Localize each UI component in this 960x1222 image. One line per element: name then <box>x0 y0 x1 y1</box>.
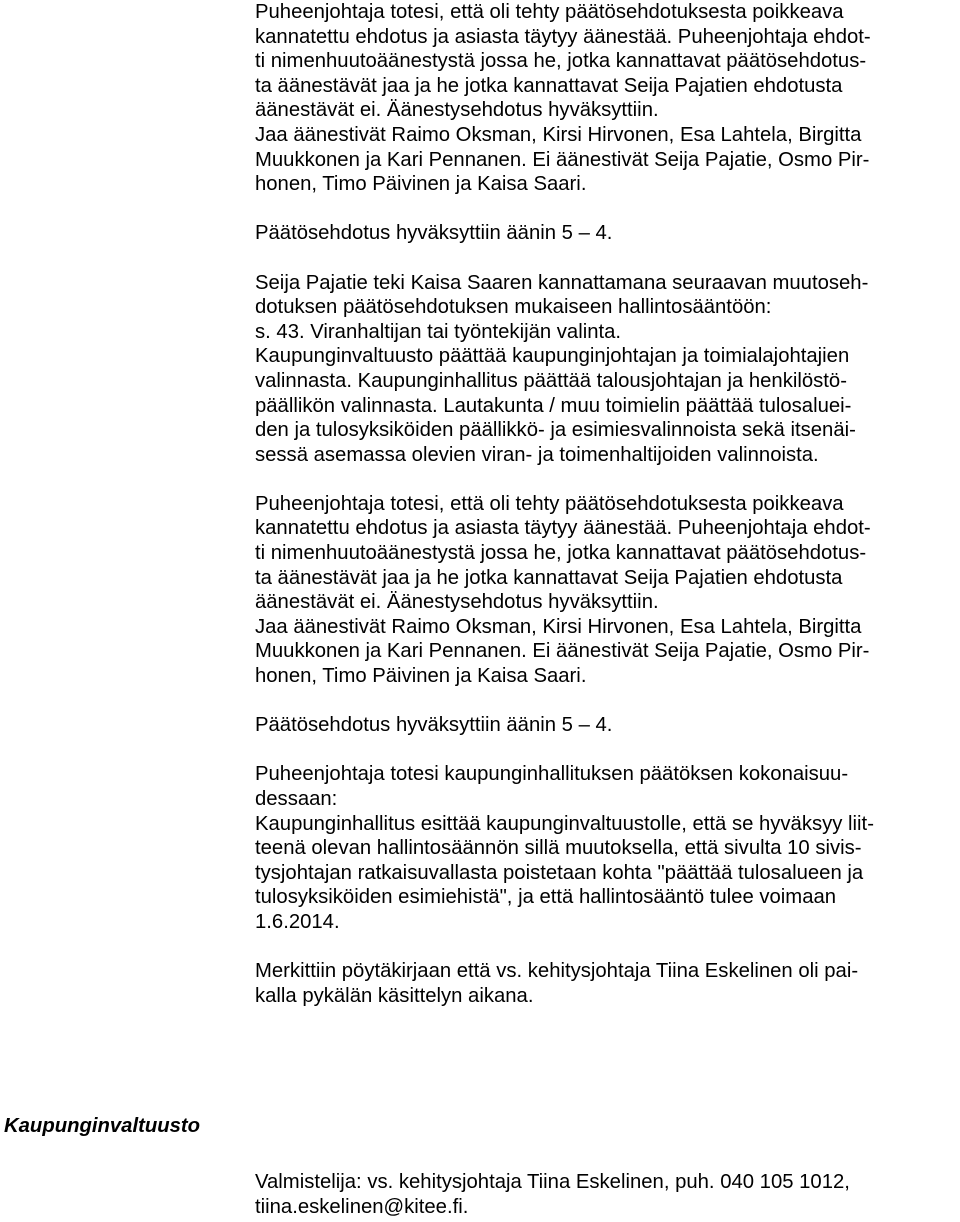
section-heading-kaupunginvaltuusto: Kaupunginvaltuusto <box>4 1115 201 1137</box>
text-line: ta äänestävät jaa ja he jotka kannattavat Seija Pajatien ehdotusta <box>255 74 843 97</box>
text-line: Seija Pajatie teki Kaisa Saaren kannattamana seuraavan muutoseh- <box>255 271 869 294</box>
preparer-contact <box>255 1170 850 1219</box>
text-line: Puheenjohtaja totesi kaupunginhallituksen päätöksen kokonaisuu- <box>255 763 849 786</box>
text-line: Kaupunginhallitus esittää kaupunginvaltuustolle, että se hyväksyy liit- <box>255 812 874 835</box>
paragraph-vote-result-2 <box>255 713 955 738</box>
text-line: s. 43. Viranhaltijan tai työntekijän valinta. <box>255 320 622 343</box>
text-line: 1.6.2014. <box>255 910 340 933</box>
text-line: ta äänestävät jaa ja he jotka kannattavat Seija Pajatien ehdotusta <box>255 566 843 589</box>
email-text: tiina.eskelinen@kitee.fi. <box>255 1195 469 1218</box>
text-line: Jaa äänestivät Raimo Oksman, Kirsi Hirvonen, Esa Lahtela, Birgitta <box>255 123 862 146</box>
text-line: Puheenjohtaja totesi, että oli tehty päätösehdotuksesta poikkeava <box>255 492 844 515</box>
text-line: den ja tulosyksiköiden päällikkö- ja esimiesvalinnoista sekä itsenäi- <box>255 419 856 442</box>
paragraph-gap <box>255 689 955 714</box>
text-line: tysjohtajan ratkaisuvallasta poistetaan kohta "päättää tulosalueen ja <box>255 861 864 884</box>
paragraph-vote-announcement-2 <box>255 492 955 689</box>
text-line: kannatettu ehdotus ja asiasta täytyy äänestää. Puheenjohtaja ehdot- <box>255 517 871 540</box>
text-line: Kaupunginvaltuusto päättää kaupunginjohtajan ja toimialajohtajien <box>255 345 850 368</box>
paragraph-gap <box>255 246 955 271</box>
text-line: ti nimenhuutoäänestystä jossa he, jotka kannattavat päätösehdotus- <box>255 542 867 565</box>
text-line: Jaa äänestivät Raimo Oksman, Kirsi Hirvonen, Esa Lahtela, Birgitta <box>255 615 862 638</box>
text-line: Muukkonen ja Kari Pennanen. Ei äänestivät Seija Pajatie, Osmo Pir- <box>255 148 870 171</box>
text-line: Päätösehdotus hyväksyttiin äänin 5 – 4. <box>255 222 613 245</box>
text-line: Puheenjohtaja totesi, että oli tehty päätösehdotuksesta poikkeava <box>255 1 844 23</box>
paragraph-vote-announcement-1 <box>255 0 955 197</box>
text-line: tulosyksiköiden esimiehistä", ja että hallintosääntö tulee voimaan <box>255 886 837 909</box>
paragraph-gap <box>255 467 955 492</box>
text-line: dessaan: <box>255 788 338 810</box>
document-body <box>255 0 955 1008</box>
text-line: kalla pykälän käsittelyn aikana. <box>255 984 534 1007</box>
text-line: Muukkonen ja Kari Pennanen. Ei äänestivät Seija Pajatie, Osmo Pir- <box>255 640 870 663</box>
text-line: äänestävät ei. Äänestysehdotus hyväksyttiin. <box>255 99 659 122</box>
text-line: kannatettu ehdotus ja asiasta täytyy äänestää. Puheenjohtaja ehdot- <box>255 25 871 48</box>
text-line: teenä olevan hallintosäännön sillä muutoksella, että sivulta 10 sivis- <box>255 837 862 860</box>
paragraph-amendment-proposal <box>255 271 955 468</box>
text-line: honen, Timo Päivinen ja Kaisa Saari. <box>255 665 587 688</box>
paragraph-final-decision <box>255 762 955 934</box>
text-line: Päätösehdotus hyväksyttiin äänin 5 – 4. <box>255 714 613 737</box>
paragraph-gap <box>255 197 955 222</box>
text-line: ti nimenhuutoäänestystä jossa he, jotka kannattavat päätösehdotus- <box>255 50 867 73</box>
text-line: äänestävät ei. Äänestysehdotus hyväksyttiin. <box>255 591 659 614</box>
paragraph-gap <box>255 738 955 763</box>
text-line: Merkittiin pöytäkirjaan että vs. kehitysjohtaja Tiina Eskelinen oli pai- <box>255 960 859 983</box>
text-line: sessä asemassa olevien viran- ja toimenhaltijoiden valinnoista. <box>255 443 819 466</box>
text-line: honen, Timo Päivinen ja Kaisa Saari. <box>255 173 587 196</box>
text-line: valinnasta. Kaupunginhallitus päättää talousjohtajan ja henkilöstö- <box>255 369 847 392</box>
text-line: päällikön valinnasta. Lautakunta / muu toimielin päättää tulosaluei- <box>255 394 852 417</box>
text-line: dotuksen päätösehdotuksen mukaiseen hallintosääntöön: <box>255 296 772 319</box>
paragraph-minutes-note <box>255 959 955 1008</box>
paragraph-gap <box>255 935 955 960</box>
paragraph-vote-result-1 <box>255 221 955 246</box>
text-line: Valmistelija: vs. kehitysjohtaja Tiina Eskelinen, puh. 040 105 1012, <box>255 1171 850 1193</box>
